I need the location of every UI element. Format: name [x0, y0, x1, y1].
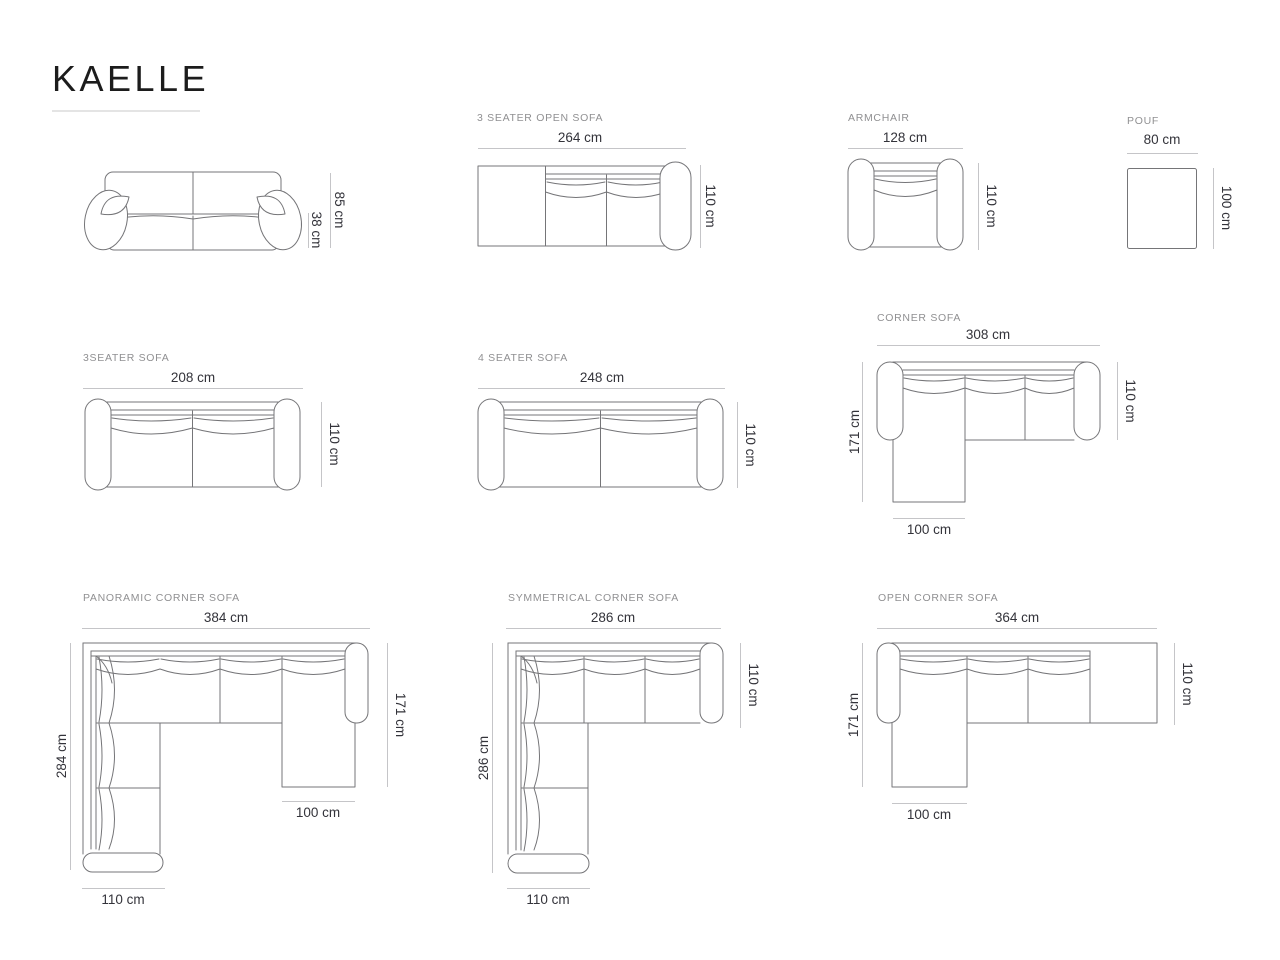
brand-underline	[52, 110, 200, 112]
dim-chaise-length-label: 171 cm	[846, 692, 861, 738]
drawing-open-corner	[877, 643, 1157, 787]
product-armchair	[848, 110, 1018, 260]
product-profile-view	[50, 160, 360, 265]
dim-height-label: 85 cm	[332, 191, 347, 229]
dim-width-label: 364 cm	[994, 610, 1040, 625]
drawing-three-seater	[85, 399, 300, 490]
dim-line-width	[877, 628, 1157, 629]
dim-depth-label: 110 cm	[1180, 662, 1195, 706]
dim-line-right-length	[387, 643, 388, 787]
product-open-corner	[848, 590, 1218, 855]
dim-left-length-label: 284 cm	[54, 733, 69, 779]
dim-width-label: 384 cm	[203, 610, 249, 625]
product-four-seater	[478, 350, 788, 500]
dim-chaise-width-label: 100 cm	[906, 522, 952, 537]
dim-left-length-label: 286 cm	[476, 735, 491, 781]
product-title: SYMMETRICAL CORNER SOFA	[508, 592, 679, 604]
dim-width-label: 208 cm	[170, 370, 216, 385]
dim-line-width	[82, 628, 370, 629]
dim-line-depth	[1213, 168, 1214, 249]
drawing-four-seater	[478, 399, 723, 490]
dim-line-width	[1127, 153, 1198, 154]
product-title: 4 SEATER SOFA	[478, 352, 569, 364]
dim-chaise-width-label: 100 cm	[295, 805, 341, 820]
dim-leg-width-label: 110 cm	[101, 892, 145, 907]
product-title: POUF	[1127, 115, 1159, 127]
dim-width-label: 80 cm	[1143, 132, 1181, 147]
dim-line-width	[478, 148, 686, 149]
product-panoramic-corner	[55, 590, 420, 915]
dim-line-depth	[321, 402, 322, 487]
dim-line-depth	[700, 165, 701, 248]
dim-depth-label: 110 cm	[743, 423, 758, 467]
product-title: ARMCHAIR	[848, 112, 910, 124]
dim-line-chaise-length	[862, 643, 863, 787]
dim-depth-label: 110 cm	[703, 184, 718, 228]
product-title: OPEN CORNER SOFA	[878, 592, 999, 604]
dim-depth-label: 110 cm	[746, 663, 761, 707]
dim-line-left-length	[492, 643, 493, 873]
product-title: PANORAMIC CORNER SOFA	[83, 592, 240, 604]
dim-right-length-label: 171 cm	[393, 692, 408, 738]
dim-width-label: 308 cm	[965, 327, 1011, 342]
dim-line-depth	[1174, 643, 1175, 725]
product-title: 3 SEATER OPEN SOFA	[477, 112, 604, 124]
dim-line-left-length	[70, 643, 71, 870]
dim-line-width	[506, 628, 721, 629]
dim-line-depth	[1117, 362, 1118, 440]
product-three-seater	[70, 350, 370, 500]
dim-depth-label: 110 cm	[984, 184, 999, 228]
dim-line-depth	[740, 643, 741, 728]
dim-line-width	[83, 388, 303, 389]
dim-width-label: 128 cm	[882, 130, 928, 145]
dim-line-width	[877, 345, 1100, 346]
drawing-pouf	[1127, 168, 1197, 249]
dim-line-width	[848, 148, 963, 149]
drawing-armchair	[848, 159, 963, 250]
dim-line-leg-width	[507, 888, 590, 889]
product-open-3-seater	[477, 110, 737, 260]
drawing-panoramic-corner	[83, 643, 368, 872]
product-pouf	[1127, 115, 1257, 260]
dim-line-width	[478, 388, 725, 389]
dim-line-chaise-width	[892, 803, 967, 804]
product-corner-sofa	[840, 310, 1150, 550]
dim-depth-label: 110 cm	[1123, 379, 1138, 423]
dim-depth-label: 110 cm	[327, 422, 342, 466]
dim-chaise-width-label: 100 cm	[906, 807, 952, 822]
product-symmetrical-corner	[478, 590, 803, 915]
dim-line-leg-width	[82, 888, 165, 889]
dim-line-depth	[978, 163, 979, 250]
drawing-sofa-front-view	[83, 170, 303, 250]
dim-width-label: 264 cm	[557, 130, 603, 145]
product-title: 3SEATER SOFA	[83, 352, 170, 364]
dim-depth-label: 100 cm	[1219, 185, 1234, 231]
dim-leg-width-label: 110 cm	[526, 892, 570, 907]
dim-width-label: 248 cm	[579, 370, 625, 385]
dim-line-chaise-width	[282, 801, 355, 802]
product-title: CORNER SOFA	[877, 312, 962, 324]
drawing-corner-sofa	[877, 362, 1100, 502]
dim-width-label: 286 cm	[590, 610, 636, 625]
dim-chaise-length-label: 171 cm	[847, 409, 862, 455]
brand-logo: KAELLE	[52, 58, 210, 99]
dim-line-chaise-width	[893, 518, 965, 519]
dim-seat-height-label: 38 cm	[309, 211, 324, 249]
dim-line-depth	[737, 402, 738, 488]
drawing-open-3-seater	[478, 162, 693, 250]
drawing-symmetrical-corner	[508, 643, 723, 873]
